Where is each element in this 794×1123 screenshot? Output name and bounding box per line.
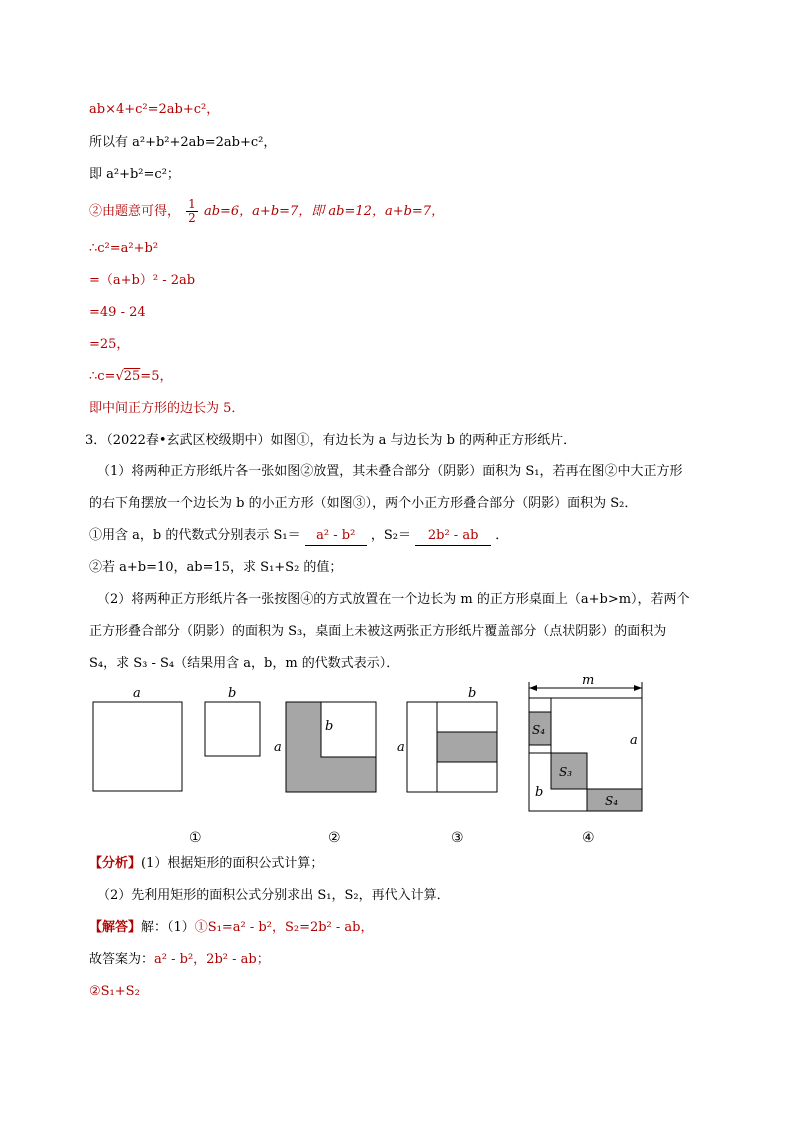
problem-intro: 3．（2022春•玄武区校级期中）如图①，有边长为 a 与边长为 b 的两种正方形纸片． — [85, 433, 577, 448]
fig2-label-a: a — [274, 740, 282, 755]
sqrt-sign: √ — [115, 369, 124, 384]
analysis-tag: 【分析】 — [89, 856, 142, 871]
figures-diagram — [85, 672, 655, 852]
answer-line-2-pre: 故答案为： — [89, 952, 155, 967]
fig3-label-a: a — [397, 740, 405, 755]
fig-caption-3: ③ — [451, 830, 464, 846]
fig4-label-s3: S₃ — [559, 765, 573, 779]
answer-line-2-red: a² - b²，2b² - ab； — [154, 952, 270, 967]
problem-question1 — [89, 527, 508, 546]
fig3-overlap-shaded — [437, 732, 497, 762]
fraction-denominator: 2 — [188, 211, 196, 225]
solution-line-2 — [89, 134, 276, 152]
answer-line-2 — [89, 951, 270, 969]
solution-line-2-text: 所以有 a²+b²+2ab=2ab+c²， — [89, 135, 277, 150]
question1-end: ． — [495, 528, 509, 543]
fraction-half — [186, 198, 198, 225]
analysis-line-1 — [89, 855, 323, 873]
solution-line-3: 即 a²+b²=c²； — [89, 167, 180, 182]
solution-line-6: =（a+b）² - 2ab — [89, 273, 196, 288]
question1-pre: ①用含 a，b 的代数式分别表示 S₁＝ — [89, 528, 301, 543]
problem-question2: ②若 a+b=10，ab=15，求 S₁+S₂ 的值； — [89, 560, 343, 575]
answer-blank-s2: 2b² - ab — [415, 527, 491, 546]
fig-caption-4: ④ — [582, 830, 595, 846]
problem-part2-line1: （2）将两种正方形纸片各一张按图④的方式放置在一个边长为 m 的正方形桌面上（a+b>m），若两个 — [97, 592, 690, 607]
problem-part1-line2: 的右下角摆放一个边长为 b 的小正方形（如图③），两个小正方形叠合部分（阴影）面积为 S₂． — [89, 496, 638, 511]
question1-mid: ，S₂＝ — [370, 528, 411, 543]
problem-part2-line2: 正方形叠合部分（阴影）的面积为 S₃，桌面上未被这两张正方形纸片覆盖部分（点状阴影）的面积为 — [89, 624, 667, 639]
fig4-label-s4-top: S₄ — [532, 723, 546, 737]
answer-line-1-red: ①S₁=a² - b²，S₂=2b² - ab， — [194, 920, 374, 935]
fig4-label-a: a — [630, 733, 638, 748]
solution-line-7: =49 - 24 — [89, 305, 146, 320]
answer-tag: 【解答】 — [89, 920, 142, 935]
analysis-line-2: （2）先利用矩形的面积公式分别求出 S₁，S₂，再代入计算． — [97, 888, 450, 903]
solution-line-1: ab×4+c²=2ab+c²， — [89, 102, 220, 117]
fig1-label-b: b — [228, 686, 237, 701]
solution-line-5: ∴c²=a²+b² — [89, 241, 159, 256]
fig4-label-s4-bottom: S₄ — [605, 794, 619, 808]
fraction-numerator: 1 — [188, 197, 196, 211]
fig4-label-b: b — [535, 785, 544, 800]
solution-line-9-post: =5， — [140, 369, 173, 384]
answer-line-1-pre: 解：（1） — [141, 920, 195, 935]
fig-caption-1: ① — [189, 830, 202, 846]
fig1-small-square — [205, 702, 260, 756]
fig1-big-square — [93, 702, 182, 791]
solution-line-8: =25， — [89, 337, 130, 352]
fig-caption-2: ② — [328, 830, 341, 846]
fig1-label-a: a — [133, 686, 141, 701]
solution-line-10: 即中间正方形的边长为 5． — [89, 401, 245, 416]
fig4-label-m: m — [582, 673, 595, 688]
solution-line-9-pre: ∴c= — [89, 369, 116, 384]
sqrt-radicand: 25 — [123, 369, 141, 384]
fig2-label-b: b — [325, 719, 334, 734]
answer-line-3: ②S₁+S₂ — [89, 984, 140, 999]
solution-line-4-post: ab=6，a+b=7，即 ab=12，a+b=7， — [203, 204, 445, 219]
fig3-label-b: b — [468, 686, 477, 701]
answer-line-1 — [89, 919, 374, 937]
problem-part1-line1: （1）将两种正方形纸片各一张如图②放置，其未叠合部分（阴影）面积为 S₁，若再在图②中大正方形 — [97, 464, 683, 479]
solution-line-4 — [89, 198, 444, 225]
problem-part2-line3: S₄，求 S₃ - S₄（结果用含 a，b，m 的代数式表示）． — [89, 656, 400, 671]
solution-line-9 — [89, 368, 172, 386]
solution-line-4-pre: ②由题意可得， — [89, 204, 181, 219]
answer-blank-s1: a² - b² — [305, 527, 367, 546]
analysis-text-1: (1）根据矩形的面积公式计算； — [141, 856, 324, 871]
